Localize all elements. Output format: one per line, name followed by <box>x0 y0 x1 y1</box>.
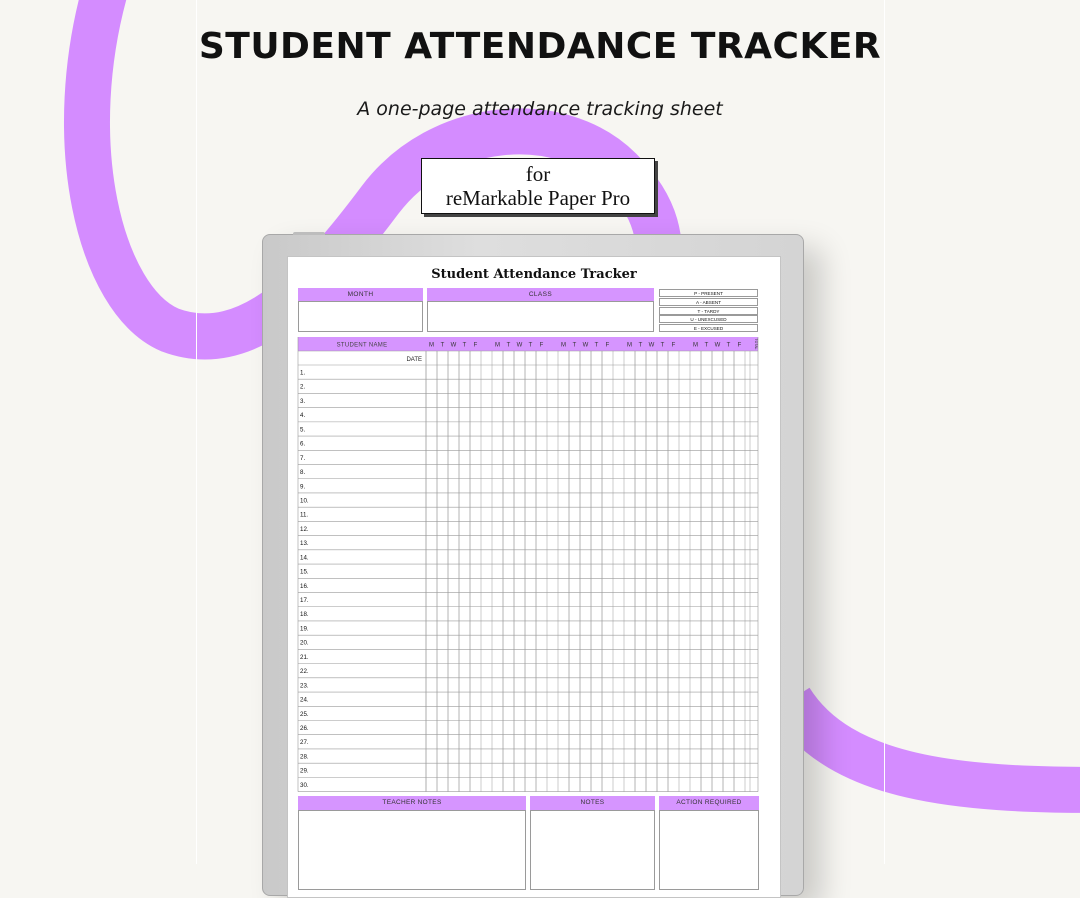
page-subtitle: A one-page attendance tracking sheet <box>357 98 723 120</box>
row-number: 24. <box>300 696 309 704</box>
row-number: 20. <box>300 639 309 647</box>
day-header: M <box>561 342 566 349</box>
day-header: T <box>462 342 467 349</box>
row-number: 17. <box>300 597 309 605</box>
row-number: 8. <box>300 469 306 477</box>
student-name-header: STUDENT NAME <box>336 342 388 349</box>
total-header: TOTAL <box>754 338 758 350</box>
row-number: 30. <box>300 781 309 789</box>
tablet-device <box>262 234 804 896</box>
attendance-sheet <box>287 256 781 898</box>
row-number: 25. <box>300 710 309 718</box>
teacher-notes-field[interactable] <box>298 810 526 890</box>
page-title: STUDENT ATTENDANCE TRACKER <box>198 26 882 67</box>
notes-header: NOTES <box>530 796 655 810</box>
legend-item: E - EXCUSED <box>659 324 758 332</box>
day-header: W <box>714 342 721 349</box>
device-name-text: reMarkable Paper Pro <box>445 186 631 210</box>
day-header: F <box>473 342 478 349</box>
row-number: 6. <box>300 440 306 448</box>
legend-item: U - UNEXCUSED <box>659 315 758 323</box>
row-number: 15. <box>300 568 309 576</box>
row-number: 12. <box>300 525 309 533</box>
row-number: 21. <box>300 653 309 661</box>
row-number: 2. <box>300 383 306 391</box>
day-header: T <box>594 342 599 349</box>
sheet-title: Student Attendance Tracker <box>431 267 637 282</box>
row-number: 7. <box>300 454 306 462</box>
row-number: 5. <box>300 426 306 434</box>
day-header: F <box>671 342 676 349</box>
day-header: T <box>638 342 643 349</box>
row-number: 23. <box>300 682 309 690</box>
row-number: 18. <box>300 611 309 619</box>
day-header: W <box>582 342 589 349</box>
day-header: W <box>648 342 655 349</box>
row-number: 16. <box>300 582 309 590</box>
row-number: 11. <box>300 511 309 519</box>
day-header: T <box>440 342 445 349</box>
day-header: M <box>429 342 434 349</box>
row-number: 27. <box>300 739 309 747</box>
row-number: 14. <box>300 554 309 562</box>
guide-line <box>884 0 885 864</box>
row-number: 1. <box>300 369 306 377</box>
day-header: M <box>495 342 500 349</box>
day-header: M <box>693 342 698 349</box>
day-header: T <box>704 342 709 349</box>
month-header: MONTH <box>298 288 423 301</box>
day-header: T <box>528 342 533 349</box>
row-number: 28. <box>300 753 309 761</box>
date-label: DATE <box>406 357 422 363</box>
guide-line <box>196 0 197 864</box>
class-header: CLASS <box>427 288 654 301</box>
row-number: 19. <box>300 625 309 633</box>
row-number: 10. <box>300 497 309 505</box>
legend-item: T - TARDY <box>659 307 758 315</box>
notes-field[interactable] <box>530 810 655 890</box>
device-button <box>293 232 325 235</box>
row-number: 9. <box>300 483 306 491</box>
legend-item: A - ABSENT <box>659 298 758 306</box>
for-text: for <box>525 162 551 186</box>
action-required-field[interactable] <box>659 810 759 890</box>
device-label-box <box>421 158 655 214</box>
day-header: T <box>506 342 511 349</box>
day-header: T <box>726 342 731 349</box>
row-number: 13. <box>300 540 309 548</box>
day-header: F <box>737 342 742 349</box>
teacher-notes-header: TEACHER NOTES <box>298 796 526 810</box>
day-header: W <box>516 342 523 349</box>
day-header: F <box>539 342 544 349</box>
row-number: 22. <box>300 668 309 676</box>
row-number: 3. <box>300 397 306 405</box>
legend-item: P - PRESENT <box>659 289 758 297</box>
row-number: 4. <box>300 412 306 420</box>
day-header: M <box>627 342 632 349</box>
row-number: 26. <box>300 725 309 732</box>
row-number: 29. <box>300 767 309 775</box>
day-header: T <box>572 342 577 349</box>
day-header: W <box>450 342 457 349</box>
day-header: F <box>605 342 610 349</box>
action-required-header: ACTION REQUIRED <box>659 796 759 810</box>
day-header: T <box>660 342 665 349</box>
